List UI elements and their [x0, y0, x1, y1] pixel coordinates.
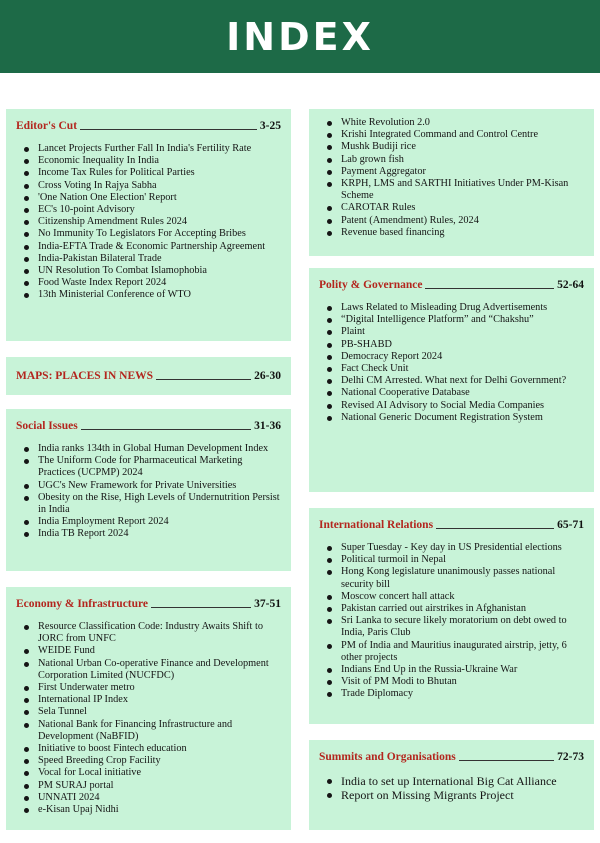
index-banner [0, 0, 600, 73]
list-item: Payment Aggregator [341, 166, 584, 178]
list-item: Hong Kong legislature unanimously passes national security bill [341, 566, 584, 590]
heading-rule [156, 379, 251, 380]
list-item: India Employment Report 2024 [38, 516, 281, 528]
list-item: Sela Tunnel [38, 706, 281, 718]
page-range: 72-73 [557, 751, 584, 763]
page-range: 26-30 [254, 370, 281, 382]
list-item: Political turmoil in Nepal [341, 554, 584, 566]
list-item: National Bank for Financing Infrastructure and Development (NaBFID) [38, 719, 281, 743]
list-item: India-EFTA Trade & Economic Partnership Agreement [38, 241, 281, 253]
heading-rule [80, 129, 257, 130]
list-item: Initiative to boost Fintech education [38, 743, 281, 755]
section-social-issues [6, 409, 291, 571]
list-item: Resource Classification Code: Industry Awaits Shift to JORC from UNFC [38, 621, 281, 645]
list-item: Super Tuesday - Key day in US Presidential elections [341, 542, 584, 554]
section-economy-continued [309, 109, 594, 256]
page-range: 37-51 [254, 598, 281, 610]
list-item: Vocal for Local initiative [38, 767, 281, 779]
list-item: Citizenship Amendment Rules 2024 [38, 216, 281, 228]
heading-rule [151, 607, 251, 608]
topic-list [319, 117, 584, 239]
list-item: First Underwater metro [38, 682, 281, 694]
list-item: PB-SHABD [341, 339, 584, 351]
section-title: Summits and Organisations [319, 751, 456, 763]
heading-rule [459, 760, 554, 761]
section-economy-infrastructure [6, 587, 291, 830]
list-item: Obesity on the Rise, High Levels of Undernutrition Persist in India [38, 491, 280, 516]
list-item: International IP Index [38, 694, 281, 706]
list-item: India to set up International Big Cat Alliance [341, 774, 584, 788]
list-item: India ranks 134th in Global Human Development Index [38, 443, 281, 455]
list-item: UN Resolution To Combat Islamophobia [38, 265, 281, 277]
page-range: 65-71 [557, 519, 584, 531]
list-item: National Cooperative Database [341, 387, 584, 399]
list-item: Sri Lanka to secure likely moratorium on debt owed to India, Paris Club [341, 615, 584, 639]
section-maps [6, 357, 291, 395]
list-item: No Immunity To Legislators For Accepting Bribes [38, 228, 281, 240]
list-item: Income Tax Rules for Political Parties [38, 167, 281, 179]
topic-list [16, 621, 281, 816]
section-editors-cut [6, 109, 291, 341]
list-item: WEIDE Fund [38, 645, 281, 657]
section-title: Economy & Infrastructure [16, 598, 149, 610]
list-item: Visit of PM Modi to Bhutan [341, 676, 584, 688]
list-item: Moscow concert hall attack [341, 591, 584, 603]
list-item: PM SURAJ portal [38, 780, 281, 792]
section-polity-governance [309, 268, 594, 492]
section-title: Editor's Cut [16, 120, 78, 132]
list-item: Report on Missing Migrants Project [341, 788, 584, 802]
list-item: Revenue based financing [341, 227, 584, 239]
list-item: Plaint [341, 326, 584, 338]
list-item: Delhi CM Arrested. What next for Delhi Government? [341, 375, 584, 387]
page-range: 52-64 [557, 279, 584, 291]
list-item: e-Kisan Upaj Nidhi [38, 804, 281, 816]
list-item: PM of India and Mauritius inaugurated airstrip, jetty, 6 other projects [341, 640, 584, 664]
section-heading [16, 419, 281, 433]
list-item: “Digital Intelligence Platform” and “Chakshu” [341, 314, 584, 326]
list-item: Democracy Report 2024 [341, 351, 584, 363]
section-title: Social Issues [16, 420, 78, 432]
list-item: India TB Report 2024 [38, 528, 281, 540]
list-item: White Revolution 2.0 [341, 117, 584, 129]
list-item: Cross Voting In Rajya Sabha [38, 180, 281, 192]
list-item: UGC's New Framework for Private Universities [38, 480, 281, 492]
list-item: 13th Ministerial Conference of WTO [38, 289, 281, 301]
section-heading [319, 750, 584, 764]
list-item: Mushk Budiji rice [341, 141, 584, 153]
topic-list [319, 774, 584, 802]
section-title: International Relations [319, 519, 434, 531]
list-item: National Generic Document Registration System [341, 412, 584, 424]
list-item: 'One Nation One Election' Report [38, 192, 281, 204]
list-item: Speed Breeding Crop Facility [38, 755, 281, 767]
section-heading [16, 119, 281, 133]
section-summits-organisations [309, 740, 594, 830]
topic-list [16, 443, 281, 541]
list-item: Laws Related to Misleading Drug Advertisements [341, 302, 584, 314]
list-item: Lab grown fish [341, 154, 584, 166]
list-item: Food Waste Index Report 2024 [38, 277, 281, 289]
list-item: Pakistan carried out airstrikes in Afghanistan [341, 603, 584, 615]
list-item: Krishi Integrated Command and Control Centre [341, 129, 584, 141]
list-item: Lancet Projects Further Fall In India's Fertility Rate [38, 143, 281, 155]
list-item: Indians End Up in the Russia-Ukraine War [341, 664, 584, 676]
page-range: 3-25 [259, 120, 281, 132]
list-item: India-Pakistan Bilateral Trade [38, 253, 281, 265]
heading-rule [81, 429, 251, 430]
list-item: UNNATI 2024 [38, 792, 281, 804]
page-range: 31-36 [254, 420, 281, 432]
topic-list [16, 143, 281, 302]
topic-list [319, 302, 584, 424]
list-item: EC's 10-point Advisory [38, 204, 281, 216]
heading-rule [425, 288, 554, 289]
list-item: Revised AI Advisory to Social Media Companies [341, 400, 584, 412]
section-title: MAPS: PLACES IN NEWS [16, 370, 154, 382]
section-title: Polity & Governance [319, 279, 423, 291]
list-item: KRPH, LMS and SARTHI Initiatives Under PM-Kisan Scheme [341, 178, 584, 202]
list-item: Economic Inequality In India [38, 155, 281, 167]
list-item: The Uniform Code for Pharmaceutical Marketing Practices (UCPMP) 2024 [38, 455, 281, 479]
list-item: Trade Diplomacy [341, 688, 584, 700]
list-item: Patent (Amendment) Rules, 2024 [341, 215, 584, 227]
topic-list [319, 542, 584, 701]
section-heading [319, 278, 584, 292]
heading-rule [436, 528, 554, 529]
section-international-relations [309, 508, 594, 724]
list-item: CAROTAR Rules [341, 202, 584, 214]
list-item: Fact Check Unit [341, 363, 584, 375]
section-heading [16, 369, 281, 383]
section-heading [319, 518, 584, 532]
list-item: National Urban Co-operative Finance and Development Corporation Limited (NUCFDC) [38, 658, 281, 682]
section-heading [16, 597, 281, 611]
page-title: INDEX [226, 14, 374, 59]
